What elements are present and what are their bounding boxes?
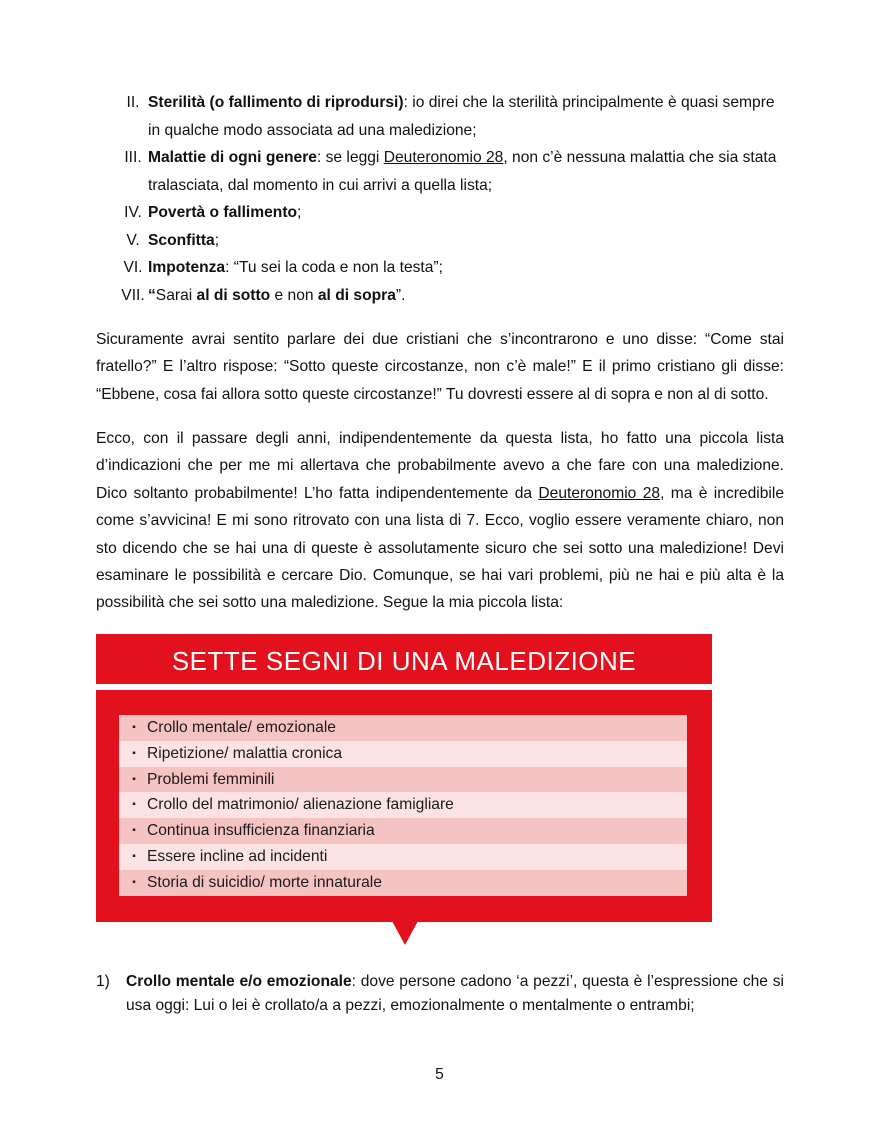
item-description: , non c’è nessuna malattia che sia stata tralasciata, dal momento in cui arrivi a quella lista; bbox=[148, 149, 777, 194]
signs-list bbox=[119, 715, 687, 896]
list-item bbox=[96, 254, 786, 282]
page-number: 5 bbox=[435, 1066, 444, 1083]
bullet-icon: ▪ bbox=[132, 722, 136, 733]
item-term: Povertà o fallimento bbox=[148, 204, 298, 221]
sign-item bbox=[119, 715, 687, 741]
graphic-title: SETTE SEGNI DI UNA MALEDIZIONE bbox=[171, 646, 637, 676]
list-item bbox=[96, 970, 784, 1018]
roman-numeral-list bbox=[96, 89, 786, 309]
sign-item bbox=[119, 767, 687, 793]
deuteronomy-link[interactable]: Deuteronomio 28 bbox=[538, 484, 661, 502]
bullet-icon: ▪ bbox=[132, 773, 136, 785]
bullet-icon: ▪ bbox=[132, 876, 136, 888]
sign-label: Ripetizione/ malattia cronica bbox=[147, 744, 343, 762]
numbered-list bbox=[96, 970, 784, 1018]
list-item bbox=[96, 282, 786, 310]
bullet-icon: ▪ bbox=[132, 825, 136, 837]
item-text: e non bbox=[270, 286, 318, 304]
list-item bbox=[96, 227, 786, 255]
sign-item bbox=[119, 818, 687, 844]
sign-label: Continua insufficienza finanziaria bbox=[147, 822, 375, 840]
bullet-icon: ▪ bbox=[132, 851, 136, 862]
paragraph-text: Ecco, con il passare degli anni, indipendentemente da questa lista, ho fatto una piccola lista d’indicazioni che per me mi allertava che probabilmente avevo a che fare con una maledizione. Dico soltanto probabilmente! L’ho fatta indipendentemente da bbox=[96, 430, 784, 502]
item-description: : dove persone cadono ‘a pezzi’, questa è l’espressione che si usa oggi: Lui o lei è crollato/a a pezzi, emozionalmente o mentalmente o entrambi; bbox=[126, 973, 784, 1014]
sign-label: Problemi femminili bbox=[147, 770, 275, 788]
sign-item bbox=[119, 870, 687, 896]
item-text: ”. bbox=[395, 286, 406, 304]
sign-item bbox=[119, 792, 687, 818]
open-quote: “ bbox=[148, 286, 156, 304]
item-term: Crollo mentale e/o emozionale bbox=[126, 973, 352, 990]
item-number: VII. bbox=[121, 286, 145, 304]
item-term: Impotenza bbox=[148, 259, 226, 276]
pointer-arrow bbox=[392, 921, 418, 945]
item-description: : io direi che la sterilità principalmente è quasi sempre in qualche modo associata ad una maledizione; bbox=[148, 94, 775, 139]
item-term: al di sopra bbox=[317, 286, 396, 304]
item-term: Sterilità (o fallimento di riprodursi) bbox=[148, 94, 404, 111]
deuteronomy-link[interactable]: Deuteronomio 28 bbox=[383, 149, 504, 166]
item-number: II. bbox=[126, 94, 140, 111]
list-item bbox=[96, 89, 786, 144]
item-description: : “Tu sei la coda e non la testa”; bbox=[225, 259, 443, 276]
bullet-icon: ▪ bbox=[132, 747, 136, 759]
seven-signs-graphic bbox=[96, 634, 712, 946]
bullet-icon: ▪ bbox=[132, 799, 136, 811]
item-text: : se leggi bbox=[316, 149, 384, 166]
paragraph-list-intro bbox=[96, 425, 784, 617]
item-number: 1) bbox=[96, 973, 110, 990]
sign-item bbox=[119, 741, 687, 767]
item-term: Sconfitta bbox=[148, 231, 215, 249]
item-number: III. bbox=[124, 149, 142, 166]
sign-label: Essere incline ad incidenti bbox=[147, 848, 328, 865]
list-item bbox=[96, 144, 786, 199]
sign-label: Crollo mentale/ emozionale bbox=[147, 719, 336, 736]
item-term: al di sotto bbox=[196, 286, 271, 304]
paragraph-text: , ma è incredibile come s’avvicina! E mi sono ritrovato con una lista di 7. Ecco, voglio essere veramente chiaro, non sto dicendo che se hai una di queste è assolutamente sicuro che sei sotto una maledizione! Devi esaminare le possibilità e cercare Dio. Comunque, se hai vari problemi, più ne hai e più alta è la possibilità che sei sotto una maledizione. Segue la mia piccola lista: bbox=[96, 484, 784, 612]
item-description: ; bbox=[297, 204, 302, 221]
list-item bbox=[96, 199, 786, 227]
item-term: Malattie di ogni genere bbox=[148, 149, 317, 166]
item-number: VI. bbox=[123, 259, 143, 276]
item-number: IV. bbox=[124, 204, 142, 221]
paragraph-anecdote: Sicuramente avrai sentito parlare dei due cristiani che s’incontrarono e uno disse: “Come stai fratello?” E l’altro rispose: “Sotto queste circostanze, non c’è male!” E il primo cristiano gli disse: “Ebbene, cosa fai allora sotto queste circostanze!” Tu dovresti essere al di sopra e non al di sotto. bbox=[96, 331, 784, 403]
sign-label: Crollo del matrimonio/ alienazione famigliare bbox=[147, 796, 454, 814]
sign-item bbox=[119, 844, 687, 870]
item-number: V. bbox=[126, 231, 140, 249]
item-description: ; bbox=[214, 231, 220, 249]
item-text: Sarai bbox=[155, 286, 197, 304]
sign-label: Storia di suicidio/ morte innaturale bbox=[147, 873, 382, 891]
